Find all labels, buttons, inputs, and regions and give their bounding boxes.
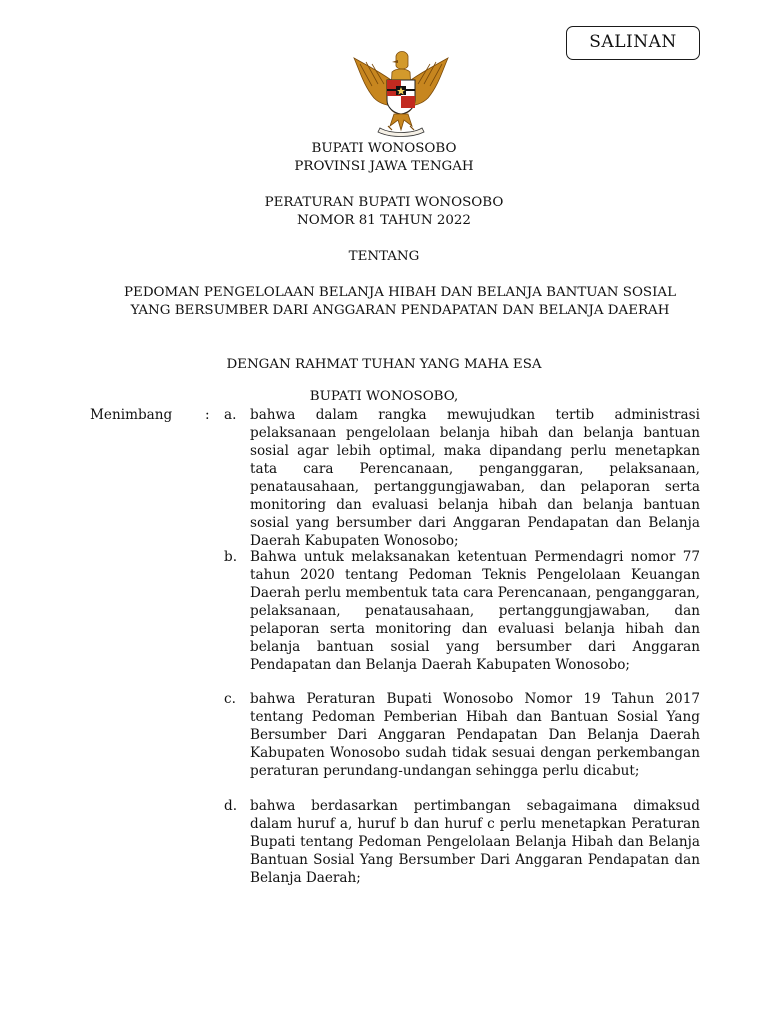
regulation-number: NOMOR 81 TAHUN 2022 [297, 213, 471, 228]
grace-heading: DENGAN RAHMAT TUHAN YANG MAHA ESA [226, 357, 542, 372]
item-letter: b. [224, 549, 238, 565]
province-title: PROVINSI JAWA TENGAH [294, 159, 474, 174]
item-text: bahwa Peraturan Bupati Wonosobo Nomor 19 Tahun 2017 tentang Pedoman Pemberian Hibah dan Bantuan Sosial Yang Bersumber Dari Anggaran Pendapatan Dan Belanja Daerah Kabupaten Wonosobo sudah tidak sesuai dengan perkembangan peraturan perundang-undangan sehingga perlu dicabut; [250, 691, 700, 779]
consideration-item-a [224, 406, 700, 550]
regulation-heading: PERATURAN BUPATI WONOSOBO [264, 195, 504, 210]
item-letter: c. [224, 691, 236, 707]
menimbang-colon: : [205, 407, 210, 423]
item-letter: a. [224, 407, 237, 423]
regulation-title: PEDOMAN PENGELOLAAN BELANJA HIBAH DAN BELANJA BANTUAN SOSIAL YANG BERSUMBER DARI ANGGARAN PENDAPATAN DAN BELANJA DAERAH [124, 285, 676, 318]
consideration-item-b [224, 548, 700, 674]
consideration-item-c [224, 690, 700, 780]
item-text: Bahwa untuk melaksanakan ketentuan Permendagri nomor 77 tahun 2020 tentang Pedoman Teknis Pengelolaan Keuangan Daerah perlu membentuk tata cara Perencanaan, penganggaran, pelaksanaan, penatausahaan, pertanggungjawaban, dan pelaporan serta monitoring dan evaluasi belanja hibah dan belanja bantuan sosial yang bersumber dari Anggaran Pendapatan dan Belanja Daerah Kabupaten Wonosobo; [250, 549, 700, 673]
item-text: bahwa dalam rangka mewujudkan tertib administrasi pelaksanaan pengelolaan belanja hibah dan belanja bantuan sosial agar lebih optimal, maka dipandang perlu menetapkan tata cara Perencanaan, penganggaran, pelaksanaan, penatausahaan, pertanggungjawaban, dan pelaporan serta monitoring dan evaluasi belanja hibah dan belanja bantuan sosial yang bersumber dari Anggaran Pendapatan dan Belanja Daerah Kabupaten Wonosobo; [250, 407, 700, 549]
item-text: bahwa berdasarkan pertimbangan sebagaimana dimaksud dalam huruf a, huruf b dan huruf c perlu menetapkan Peraturan Bupati tentang Pedoman Pengelolaan Belanja Hibah dan Belanja Bantuan Sosial Yang Bersumber Dari Anggaran Pendapatan dan Belanja Daerah; [250, 798, 700, 886]
regent-signatory-heading: BUPATI WONOSOBO, [309, 389, 459, 404]
item-letter: d. [224, 798, 238, 814]
menimbang-label: Menimbang [90, 407, 173, 423]
salinan-stamp: SALINAN [566, 26, 700, 60]
garuda-pancasila-emblem [342, 46, 460, 138]
consideration-item-d [224, 797, 700, 887]
about-heading: TENTANG [348, 249, 420, 264]
regent-title: BUPATI WONOSOBO [311, 141, 457, 156]
